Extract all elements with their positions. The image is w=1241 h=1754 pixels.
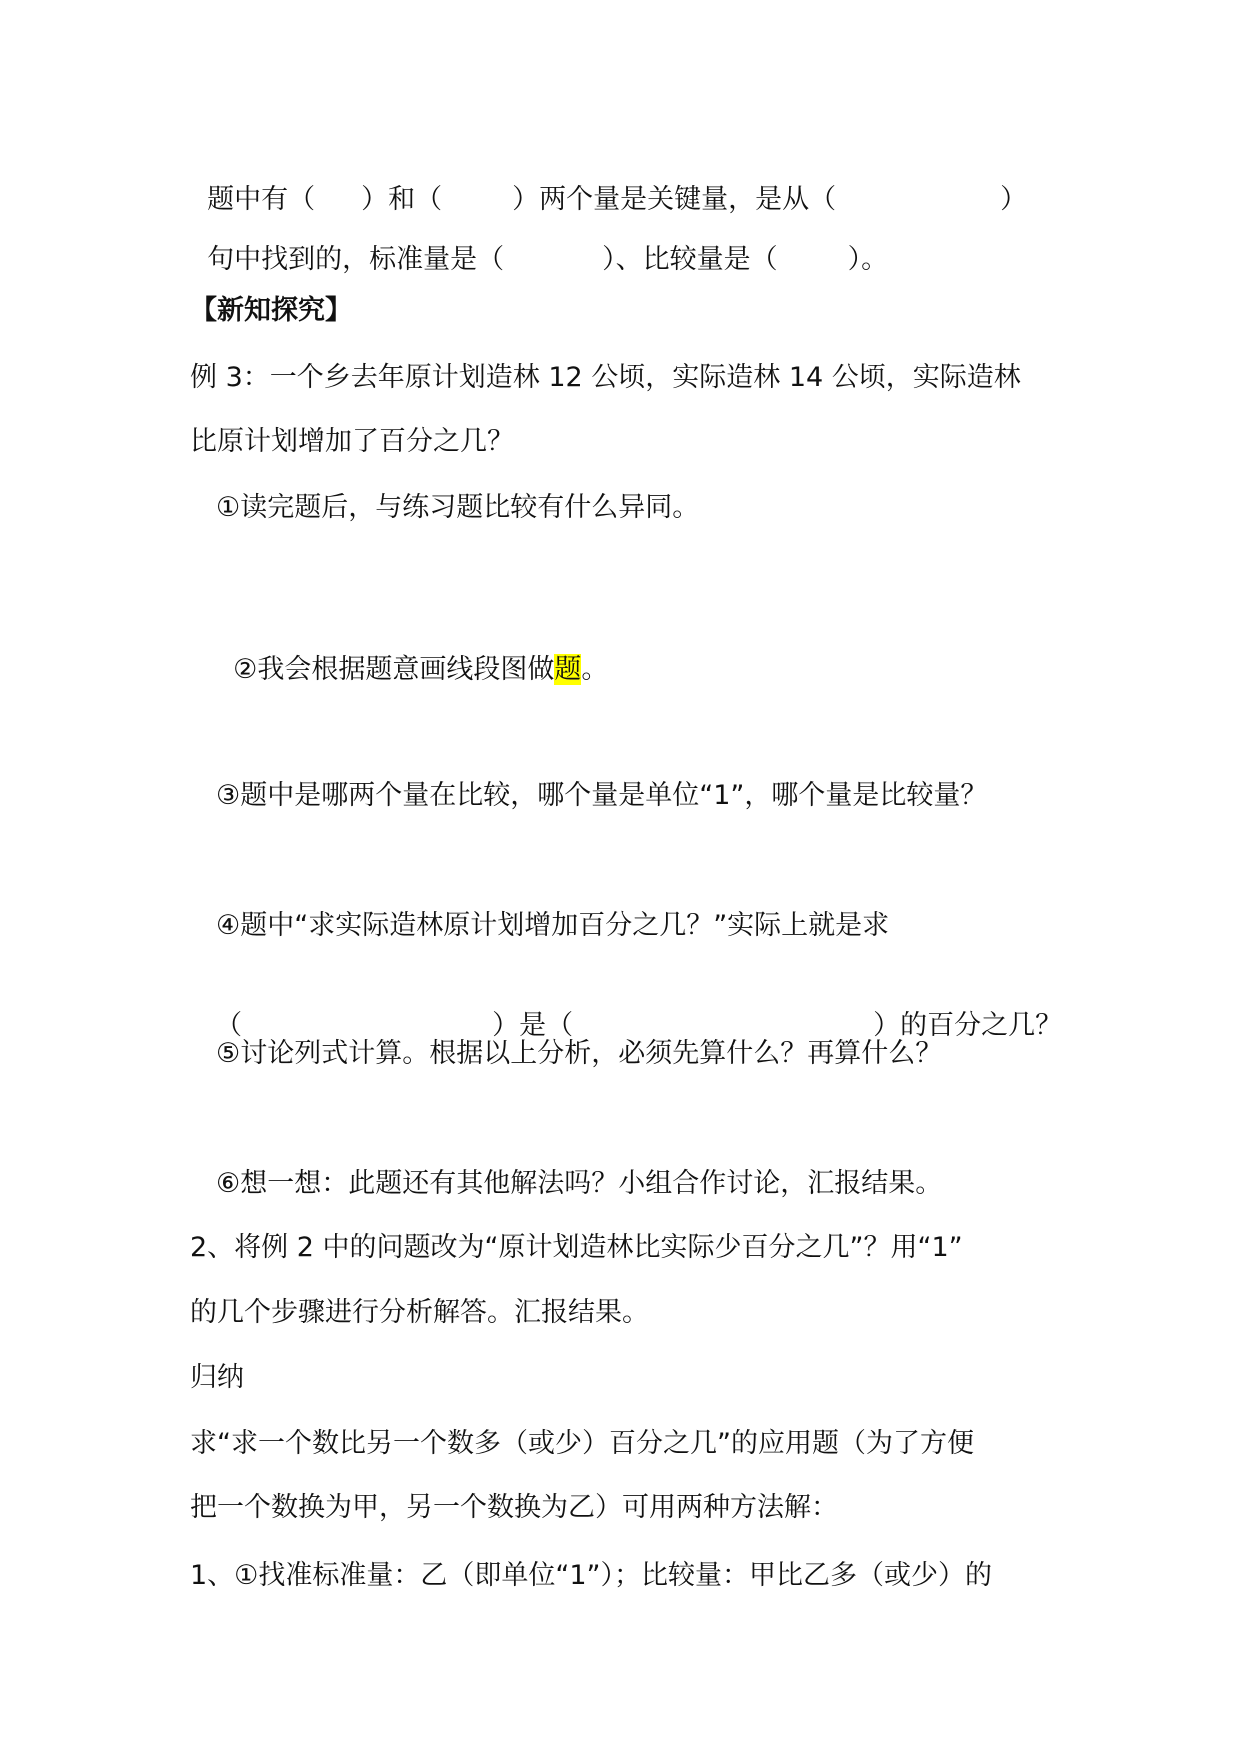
question-4-line-1: ④题中“求实际造林原计划增加百分之几？”实际上就是求 [216, 910, 890, 941]
question-5: ⑤讨论列式计算。根据以上分析，必须先算什么？再算什么？ [216, 1038, 943, 1069]
text-segment: 句中找到的，标准量是（ [207, 244, 505, 275]
example-3-line-1: 例 3：一个乡去年原计划造林 12 公顷，实际造林 14 公顷，实际造林 [190, 362, 1021, 393]
summary-line-2: 把一个数换为甲，另一个数换为乙）可用两种方法解： [190, 1492, 838, 1523]
text-segment: （ [215, 1010, 243, 1041]
summary-line-3: 1、①找准标准量：乙（即单位“1”）；比较量：甲比乙多（或少）的 [190, 1560, 993, 1591]
problem-2-line-1: 2、将例 2 中的问题改为“原计划造林比实际少百分之几”？用“1” [190, 1232, 963, 1263]
text-segment: ） [1000, 184, 1028, 215]
text-segment: 题中有（ [207, 184, 316, 215]
question-2 [216, 616, 608, 688]
highlighted-text: 题 [554, 654, 582, 685]
section-heading: 【新知探究】 [190, 295, 352, 326]
question-3: ③题中是哪两个量在比较，哪个量是单位“1”，哪个量是比较量？ [216, 780, 988, 811]
text-segment: ）和（ [361, 184, 443, 215]
text-segment: ）两个量是关键量，是从（ [512, 184, 837, 215]
text-segment: ）是（ [492, 1010, 574, 1041]
summary-line-1: 求“求一个数比另一个数多（或少）百分之几”的应用题（为了方便 [190, 1428, 974, 1459]
example-3-line-2: 比原计划增加了百分之几？ [190, 426, 514, 457]
text-segment: ②我会根据题意画线段图做 [233, 654, 555, 685]
problem-2-line-2: 的几个步骤进行分析解答。汇报结果。 [190, 1297, 649, 1328]
text-segment: ）。 [847, 244, 889, 275]
text-segment: 。 [581, 654, 609, 685]
question-4-line-2 [198, 972, 1062, 1044]
summary-title: 归纳 [190, 1362, 244, 1393]
text-segment: ）、比较量是（ [602, 244, 778, 275]
question-6: ⑥想一想：此题还有其他解法吗？小组合作讨论，汇报结果。 [216, 1168, 943, 1199]
text-segment: ）的百分之几？ [873, 1010, 1063, 1041]
blank-question-line-2 [190, 206, 888, 278]
question-1: ①读完题后，与练习题比较有什么异同。 [216, 492, 700, 523]
